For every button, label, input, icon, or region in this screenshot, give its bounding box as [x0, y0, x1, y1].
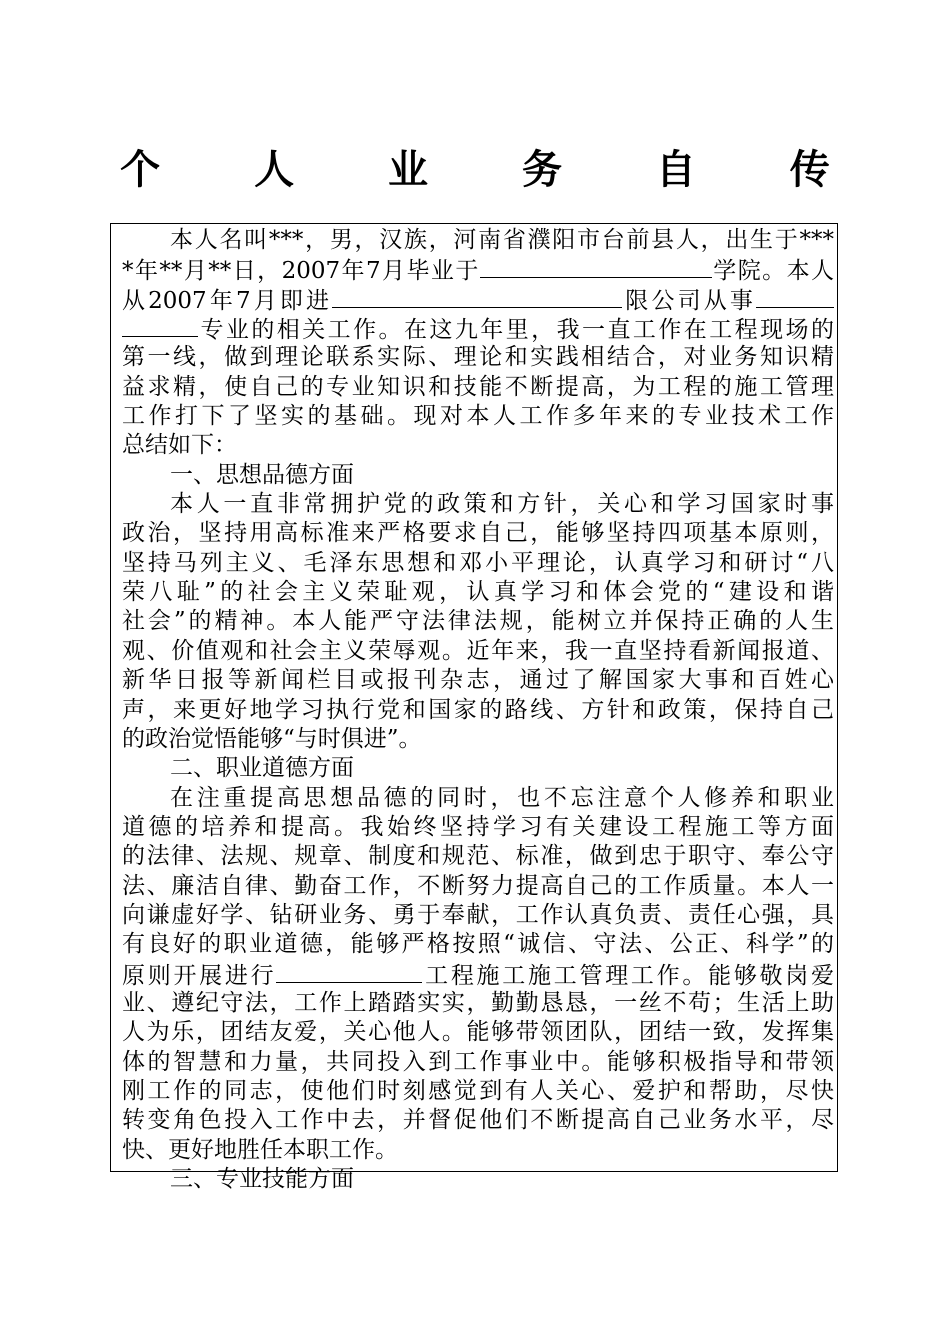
specialty-blank-part-2	[122, 314, 198, 337]
intro-line-3-text-a: 从2007年7月即进	[122, 287, 333, 314]
section-2-line-7	[122, 960, 834, 989]
intro-line-4	[122, 314, 834, 343]
intro-line-7: 工作打下了坚实的基础。现对本人工作多年来的专业技术工作	[122, 403, 834, 430]
intro-line-3	[122, 285, 834, 314]
section-1-line-9: 的政治觉悟能够“与时俱进”。	[122, 725, 422, 752]
section-2-heading: 二、职业道德方面	[170, 755, 354, 782]
project-blank	[276, 960, 422, 983]
section-2-line-12: 转变角色投入工作中去，并督促他们不断提高自己业务水平，尽	[122, 1107, 834, 1134]
section-2-line-1: 在注重提高思想品德的同时，也不忘注意个人修养和职业	[170, 784, 834, 811]
document-title: 个 人 业 务 自 传	[120, 147, 870, 193]
intro-line-8: 总结如下：	[122, 432, 237, 459]
section-2-line-3: 的法律、法规、规章、制度和规范、标准，做到忠于职守、奉公守	[122, 843, 834, 870]
section-2-line-8: 业、遵纪守法，工作上踏踏实实，勤勤恳恳，一丝不苟；生活上助	[122, 989, 834, 1016]
section-1-line-4: 荣八耻”的社会主义荣耻观，认真学习和体会党的“建设和谐	[122, 579, 834, 606]
section-2-line-6: 有良好的职业道德，能够严格按照“诚信、守法、公正、科学”的	[122, 931, 834, 958]
section-2-line-11: 刚工作的同志，使他们时刻感觉到有人关心、爱护和帮助，尽快	[122, 1077, 834, 1104]
intro-line-3-text-b: 限公司从事	[622, 287, 756, 314]
section-3-heading: 三、专业技能方面	[170, 1166, 354, 1192]
intro-line-5: 第一线，做到理论联系实际、理论和实践相结合，对业务知识精	[122, 344, 834, 371]
intro-line-6: 益求精，使自己的专业知识和技能不断提高，为工程的施工管理	[122, 373, 834, 400]
section-2-line-7-text-b: 工程施工施工管理工作。能够敬岗爱	[422, 962, 835, 989]
college-blank	[480, 255, 712, 278]
section-1-line-1: 本人一直非常拥护党的政策和方针，关心和学习国家时事	[170, 491, 834, 518]
section-2-line-5: 向谦虚好学、钻研业务、勇于奉献，工作认真负责、责任心强，具	[122, 901, 834, 928]
section-1-line-3: 坚持马列主义、毛泽东思想和邓小平理论，认真学习和研讨“八	[122, 549, 834, 576]
text-frame	[110, 223, 838, 1192]
section-1-heading: 一、思想品德方面	[170, 461, 354, 488]
section-2-line-2: 道德的培养和提高。我始终坚持学习有关建设工程施工等方面	[122, 813, 834, 840]
section-2-line-10: 体的智慧和力量，共同投入到工作事业中。能够积极指导和带领	[122, 1048, 834, 1075]
section-1-line-7: 新华日报等新闻栏目或报刊杂志，通过了解国家大事和百姓心	[122, 667, 834, 694]
intro-line-2	[122, 255, 834, 284]
intro-line-4-text: 专业的相关工作。在这九年里，我一直工作在工程现场的	[198, 317, 834, 344]
section-2-line-7-text-a: 原则开展进行	[122, 962, 277, 989]
section-1-line-2: 政治，坚持用高标准来严格要求自己，能够坚持四项基本原则，	[122, 520, 834, 547]
company-blank	[332, 285, 622, 308]
section-1-line-8: 声，来更好地学习执行党和国家的路线、方针和政策，保持自己	[122, 696, 834, 723]
section-2-line-13: 快、更好地胜任本职工作。	[122, 1136, 398, 1163]
intro-line-1: 本人名叫***，男，汉族，河南省濮阳市台前县人，出生于***	[170, 227, 834, 253]
intro-line-2-text-a: *年**月**日，2007年7月毕业于	[122, 258, 480, 285]
document-body	[122, 226, 834, 1194]
intro-line-2-text-b: 学院。本人	[711, 258, 835, 285]
section-2-line-9: 人为乐，团结友爱，关心他人。能够带领团队，团结一致，发挥集	[122, 1019, 834, 1046]
section-2-line-4: 法、廉洁自律、勤奋工作，不断努力提高自己的工作质量。本人一	[122, 872, 834, 899]
specialty-blank-part-1	[756, 285, 834, 308]
section-1-line-5: 社会”的精神。本人能严守法律法规，能树立并保持正确的人生	[122, 608, 834, 635]
section-1-line-6: 观、价值观和社会主义荣辱观。近年来，我一直坚持看新闻报道、	[122, 637, 834, 664]
